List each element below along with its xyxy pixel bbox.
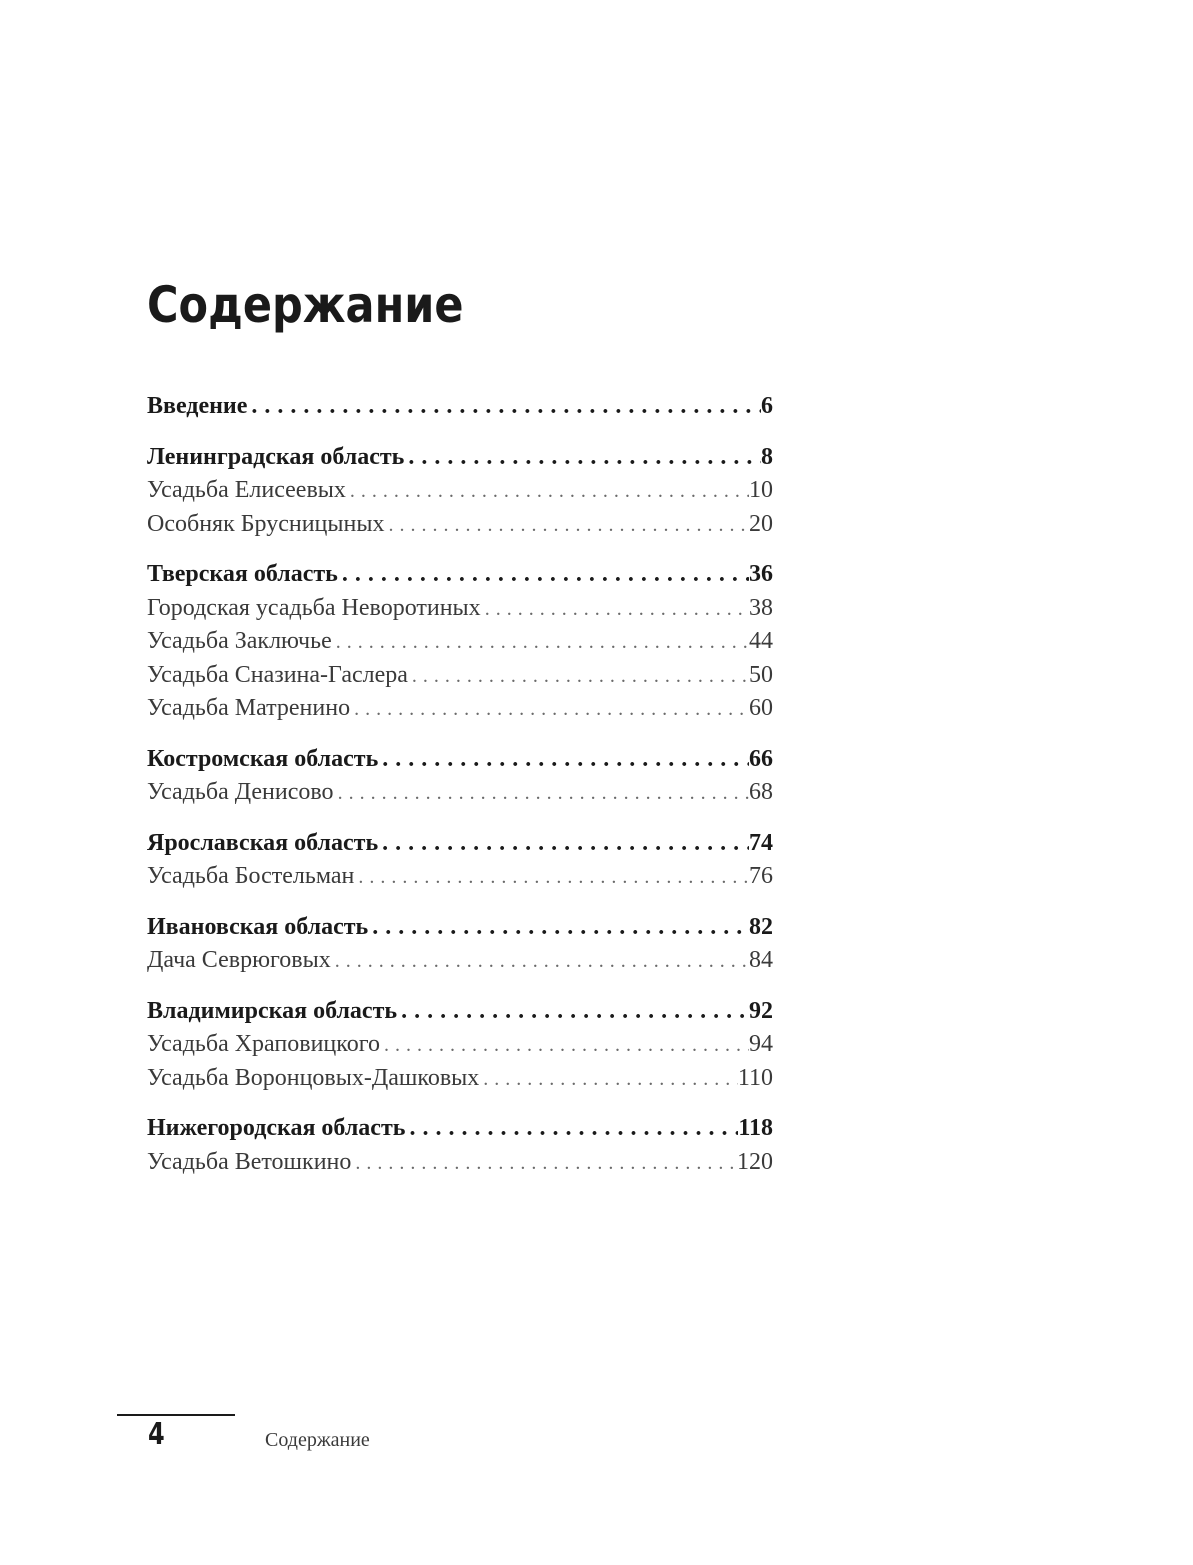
dot-leader: [479, 1062, 738, 1096]
dot-leader: [331, 944, 749, 978]
toc-entry-row[interactable]: [147, 474, 773, 508]
toc-entry-page: 50: [749, 661, 773, 688]
toc-entry-row[interactable]: [147, 592, 773, 626]
toc-entry-label: Усадьба Ветошкино: [147, 1148, 352, 1175]
toc-entry-label: Усадьба Елисеевых: [147, 477, 346, 503]
toc-entry-page: 44: [749, 628, 773, 654]
toc-entry-label: Особняк Брусницыных: [147, 510, 385, 537]
toc-entry-label: Усадьба Заключье: [147, 628, 332, 654]
toc-section-page: 82: [749, 913, 773, 940]
dot-leader: [378, 827, 749, 861]
toc-section-label: Владимирская область: [147, 997, 398, 1024]
toc-section-label: Тверская область: [147, 561, 338, 587]
footer-page-number: 4: [148, 1417, 165, 1452]
dot-leader: [405, 1112, 738, 1146]
toc-entry-page: 10: [749, 477, 773, 503]
footer-running-title: Содержание: [265, 1429, 370, 1451]
toc-section-label: Ивановская область: [147, 913, 369, 940]
toc-entry-row[interactable]: [147, 508, 773, 542]
toc-section-page: 74: [749, 829, 773, 856]
toc-section-row[interactable]: [147, 827, 773, 861]
dot-leader: [338, 558, 749, 592]
toc-entry-label: Усадьба Храповицкого: [147, 1031, 380, 1057]
toc-entry-row[interactable]: [147, 692, 773, 726]
toc-section-page: 8: [761, 443, 773, 470]
dot-leader: [247, 390, 761, 424]
toc-group: [147, 827, 773, 894]
toc-entry-row[interactable]: [147, 1146, 773, 1180]
toc-entry-page: 110: [737, 1064, 773, 1091]
toc-group: [147, 558, 773, 726]
toc-entry-page: 20: [749, 510, 773, 537]
toc-entry-label: Дача Севрюговых: [147, 947, 331, 973]
toc-entry-label: Усадьба Матренино: [147, 695, 351, 721]
toc-group: [147, 911, 773, 978]
dot-leader: [397, 995, 749, 1029]
toc-entry-page: 94: [749, 1031, 773, 1057]
toc-section-row[interactable]: [147, 911, 773, 945]
toc-entry-label: Усадьба Сназина-Гаслера: [147, 661, 408, 688]
toc-entry-page: 84: [749, 947, 773, 973]
toc-group: [147, 1112, 773, 1179]
toc-entry-row[interactable]: [147, 860, 773, 894]
toc-entry-label: Усадьба Воронцовых-Дашковых: [147, 1064, 480, 1091]
toc-section-label: Введение: [147, 393, 248, 419]
dot-leader: [404, 441, 761, 475]
toc-entry-page: 60: [749, 695, 773, 721]
toc-group: [147, 743, 773, 810]
dot-leader: [354, 860, 749, 894]
toc-group: [147, 995, 773, 1096]
toc-section-page: 6: [761, 393, 773, 419]
toc-entry-row[interactable]: [147, 944, 773, 978]
dot-leader: [346, 474, 749, 508]
toc-section-row[interactable]: [147, 558, 773, 592]
toc-section-label: Костромская область: [147, 745, 379, 772]
dot-leader: [334, 776, 749, 810]
dot-leader: [350, 692, 749, 726]
toc-section-row[interactable]: [147, 995, 773, 1029]
toc-entry-row[interactable]: [147, 1062, 773, 1096]
toc-entry-row[interactable]: [147, 659, 773, 693]
toc-entry-label: Усадьба Бостельман: [147, 863, 355, 889]
dot-leader: [351, 1146, 737, 1180]
toc-section-label: Ярославская область: [147, 829, 379, 856]
toc-section-label: Ленинградская область: [147, 443, 405, 470]
dot-leader: [380, 1028, 749, 1062]
toc-entry-page: 68: [749, 779, 773, 805]
toc-entry-label: Городская усадьба Неворотиных: [147, 594, 481, 621]
dot-leader: [384, 508, 749, 542]
toc-section-page: 118: [738, 1115, 773, 1141]
table-of-contents: [147, 390, 773, 1196]
toc-entry-page: 76: [749, 863, 773, 889]
toc-section-label: Нижегородская область: [147, 1115, 406, 1141]
toc-entry-page: 120: [737, 1148, 773, 1175]
toc-entry-page: 38: [749, 594, 773, 621]
toc-section-row[interactable]: [147, 743, 773, 777]
footer-rule: [117, 1414, 235, 1416]
toc-entry-row[interactable]: [147, 1028, 773, 1062]
dot-leader: [481, 592, 749, 626]
page-title: Содержание: [147, 276, 464, 334]
toc-section-page: 92: [749, 997, 773, 1024]
toc-section-row[interactable]: [147, 390, 773, 424]
toc-entry-label: Усадьба Денисово: [147, 779, 334, 805]
toc-section-page: 36: [749, 561, 773, 587]
dot-leader: [368, 911, 749, 945]
toc-section-row[interactable]: [147, 1112, 773, 1146]
toc-group: [147, 390, 773, 424]
toc-section-page: 66: [749, 745, 773, 772]
toc-entry-row[interactable]: [147, 776, 773, 810]
dot-leader: [408, 659, 749, 693]
dot-leader: [378, 743, 749, 777]
toc-entry-row[interactable]: [147, 625, 773, 659]
toc-group: [147, 441, 773, 542]
dot-leader: [332, 625, 749, 659]
toc-section-row[interactable]: [147, 441, 773, 475]
